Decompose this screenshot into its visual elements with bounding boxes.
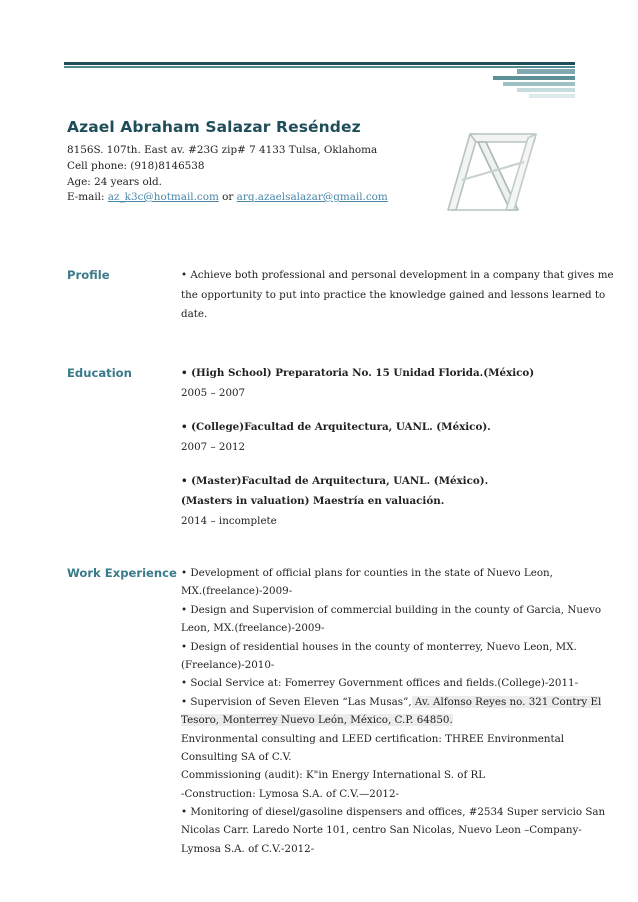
profile-section [181, 266, 614, 325]
work-line-highlight: Av. Alfonso Reyes no. 321 Contry El [411, 695, 602, 708]
work-line [181, 711, 581, 729]
email-link-hotmail[interactable]: az_k3c@hotmail.com [107, 191, 219, 203]
work-line: Nicolas Carr. Laredo Norte 101, centro San Nicolas, Nuevo Leon –Company- [181, 824, 582, 837]
section-label-education: Education [67, 366, 132, 380]
header-band-stripe [517, 88, 575, 92]
phone: Cell phone: (918)8146538 [67, 160, 205, 172]
header-band-stripe [493, 76, 575, 80]
section-label-work-experience: Work Experience [67, 566, 177, 580]
header-band-teal [64, 66, 575, 68]
email-link-gmail[interactable]: arq.azaelsalazar@gmail.com [236, 191, 388, 203]
education-dates: 2005 – 2007 [181, 387, 246, 399]
section-label-profile: Profile [67, 268, 110, 282]
profile-line: • Achieve both professional and personal development in a company that gives me [181, 269, 614, 281]
work-line: Leon, MX.(freelance)-2009- [181, 622, 325, 635]
work-line: -Construction: Lymosa S.A. of C.V.—2012- [181, 787, 399, 800]
work-line: Consulting SA of C.V. [181, 750, 292, 763]
profile-line: the opportunity to put into practice the knowledge gained and lessons learned to [181, 288, 606, 301]
az-monogram-logo [440, 124, 550, 216]
work-line: • Monitoring of diesel/gasoline dispensers and offices, #2534 Super servicio San [181, 806, 606, 819]
work-line: (Freelance)-2010- [181, 658, 275, 671]
email-or: or [218, 191, 237, 203]
email-line [67, 189, 388, 205]
header-band-stripe [503, 82, 575, 86]
work-line-text: • Supervision of Seven Eleven “Las Musas”, [181, 695, 412, 708]
work-line [181, 693, 602, 711]
education-section [181, 363, 581, 531]
header-band-stripe [517, 69, 575, 74]
education-subtitle: (Masters in valuation) Maestría en valuación. [181, 495, 445, 507]
address: 8156S. 107th. East av. #23G zip# 7 4133 Tulsa, Oklahoma [67, 144, 378, 156]
resume-name: Azael Abraham Salazar Reséndez [67, 118, 361, 136]
work-line: MX.(freelance)-2009- [181, 585, 293, 598]
work-line-highlight: Tesoro, Monterrey Nuevo León, México, C.P. 64850. [181, 714, 453, 727]
education-title: • (College)Facultad de Arquitectura, UANL. (México). [181, 421, 491, 433]
header-band-dark [64, 62, 575, 65]
profile-line: date. [181, 308, 208, 320]
work-line: • Social Service at: Fomerrey Government offices and fields.(College)-2011- [181, 677, 579, 690]
education-dates: 2007 – 2012 [181, 441, 246, 453]
age: Age: 24 years old. [67, 176, 162, 188]
work-line: Lymosa S.A. of C.V.-2012- [181, 842, 315, 855]
education-title: • (Master)Facultad de Arquitectura, UANL. (México). [181, 475, 489, 487]
work-line: Environmental consulting and LEED certification: THREE Environmental [181, 732, 565, 745]
header-band-stripe [529, 94, 575, 98]
education-dates: 2014 – incomplete [181, 515, 277, 527]
work-line: Commissioning (audit): K"in Energy International S. of RL [181, 769, 486, 782]
work-line: • Design of residential houses in the county of monterrey, Nuevo Leon, MX. [181, 640, 577, 653]
work-line: • Design and Supervision of commercial building in the county of Garcia, Nuevo [181, 603, 602, 616]
work-experience-section [181, 564, 606, 858]
email-prefix: E-mail: [67, 191, 108, 203]
education-title: • (High School) Preparatoria No. 15 Unidad Florida.(México) [181, 367, 535, 379]
work-line: • Development of official plans for counties in the state of Nuevo Leon, [181, 567, 553, 579]
